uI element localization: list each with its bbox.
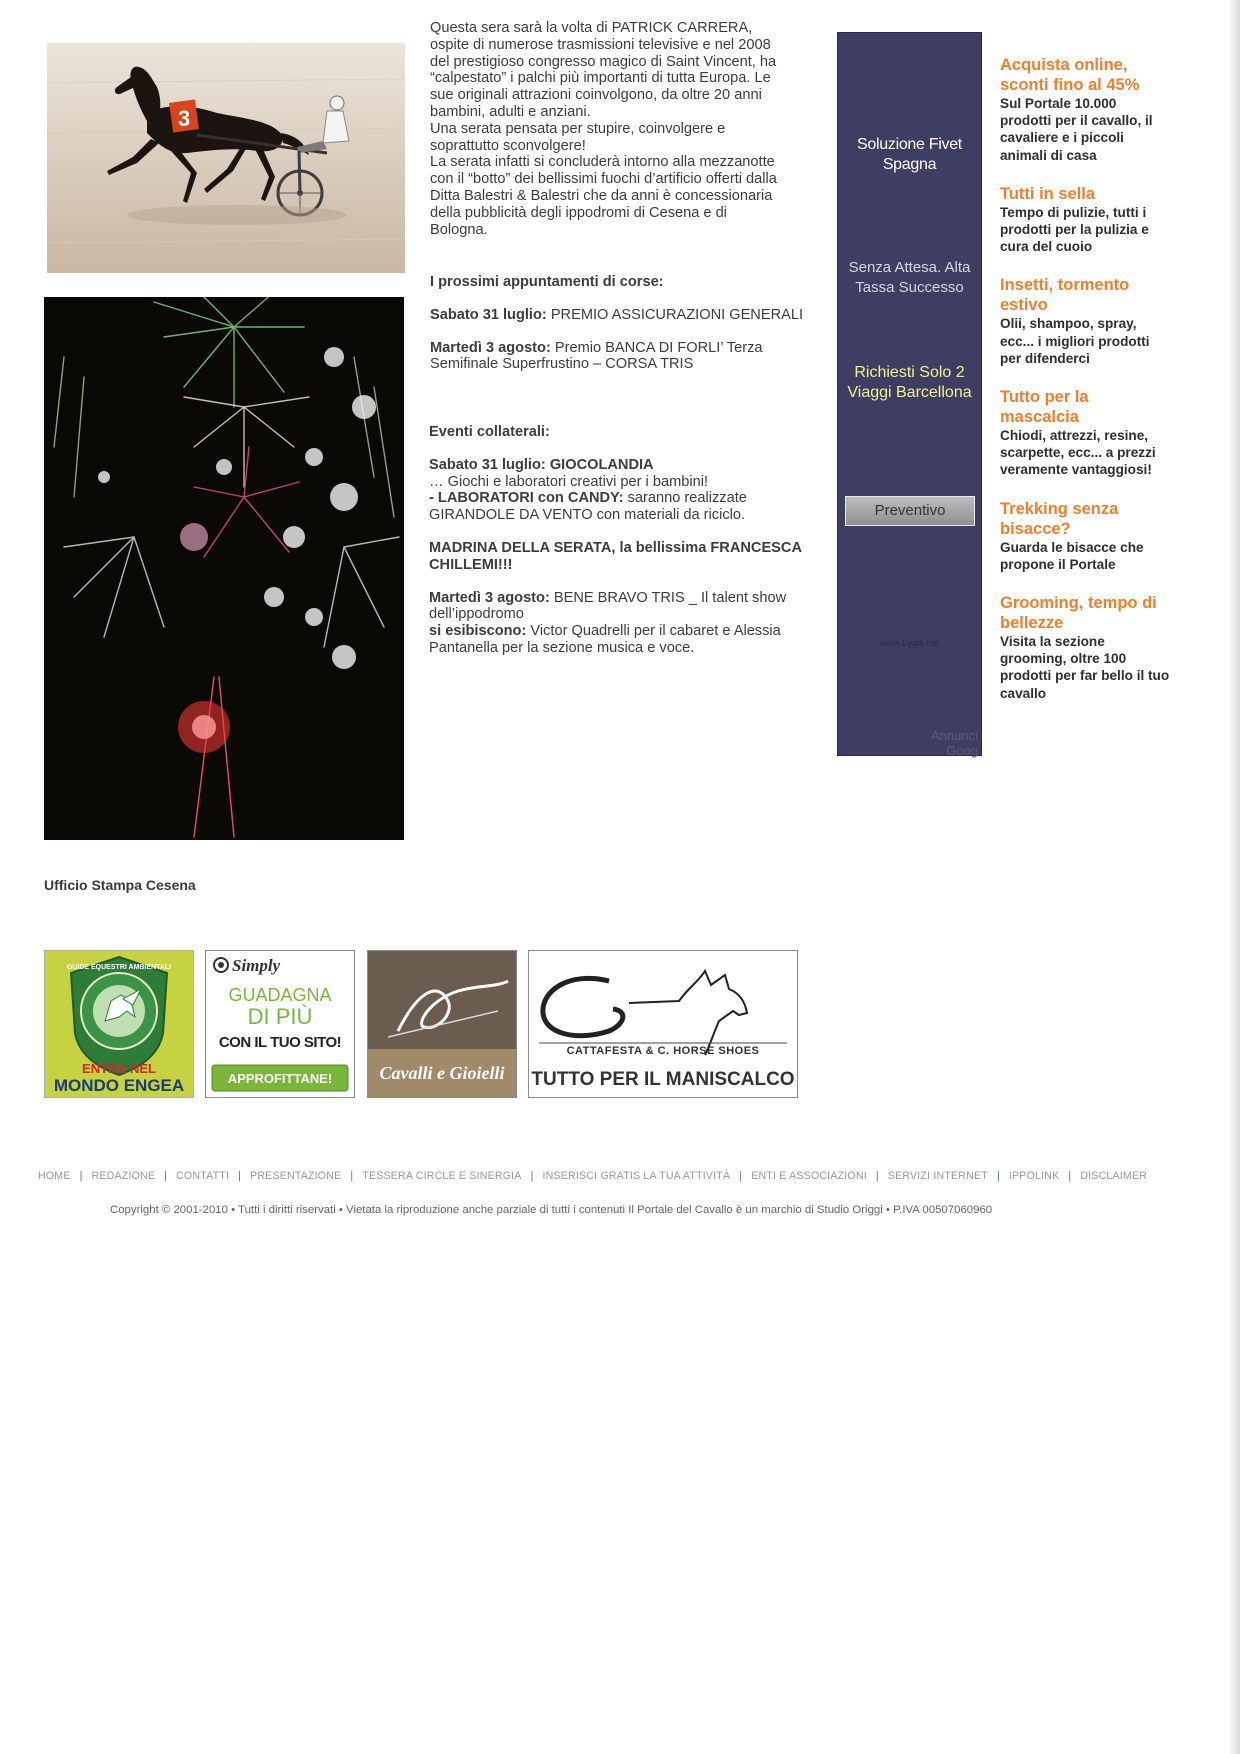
nav-separator: | bbox=[530, 1170, 534, 1182]
footer-link-redazione[interactable]: REDAZIONE bbox=[91, 1170, 156, 1182]
footer-link-enti[interactable]: ENTI E ASSOCIAZIONI bbox=[751, 1170, 867, 1182]
ad-highlight-link[interactable]: Richiesti Solo 2 Viaggi Barcellona bbox=[847, 364, 972, 401]
promo-item[interactable] bbox=[1000, 275, 1170, 367]
footer-link-disclaimer[interactable]: DISCLAIMER bbox=[1080, 1170, 1148, 1182]
race-item bbox=[430, 340, 810, 374]
footer-link-home[interactable]: HOME bbox=[38, 1170, 71, 1182]
simply-logo: Simply bbox=[232, 956, 281, 975]
ad-description: Senza Attesa. Alta Tassa Successo bbox=[848, 259, 971, 296]
event-text: Victor Quadrelli per il cabaret e Alessia Pantanella per la sezione musica e voce. bbox=[429, 623, 781, 656]
article-intro bbox=[430, 20, 810, 238]
promo-title[interactable]: Trekking senza bisacce? bbox=[1000, 499, 1119, 538]
promo-item[interactable] bbox=[1000, 184, 1170, 256]
promo-text: Tempo di pulizie, tutti i prodotti per la pulizia e cura del cuoio bbox=[1000, 204, 1149, 255]
cavalli-gioielli-banner[interactable] bbox=[367, 950, 517, 1098]
nav-separator: | bbox=[996, 1170, 1000, 1182]
promo-column bbox=[1000, 55, 1170, 722]
collateral-events-section bbox=[429, 424, 809, 657]
footer-link-contatti[interactable]: CONTATTI bbox=[176, 1170, 230, 1182]
intro-line: “calpestato” i palchi più importanti di tutta Europa. Le bbox=[430, 70, 771, 87]
madrina-text: MADRINA DELLA SERATA, la bellissima FRANCESCA CHILLEMI!!! bbox=[429, 539, 802, 573]
promo-text: Visita la sezione grooming, oltre 100 prodotti per far bello il tuo cavallo bbox=[1000, 634, 1170, 701]
nav-separator: | bbox=[875, 1170, 879, 1182]
footer-link-tessera[interactable]: TESSERA CIRCLE E SINERGIA bbox=[362, 1170, 522, 1182]
race-date: Martedì 3 agosto: bbox=[430, 339, 551, 356]
event-label: - LABORATORI con CANDY: bbox=[429, 490, 624, 507]
promo-text: Sul Portale 10.000 prodotti per il cavallo, il cavaliere e i piccoli animali di casa bbox=[1000, 96, 1153, 163]
intro-line: soprattutto sconvolgere! bbox=[430, 137, 586, 154]
event-label: si esibiscono: bbox=[429, 623, 527, 640]
intro-line: Questa sera sarà la volta di PATRICK CARRERA, bbox=[430, 20, 753, 36]
footer-link-servizi[interactable]: SERVIZI INTERNET bbox=[887, 1170, 988, 1182]
intro-line: bambini, adulti e anziani. bbox=[430, 103, 591, 120]
footer-link-inserisci[interactable]: INSERISCI GRATIS LA TUA ATTIVITÀ bbox=[542, 1170, 731, 1182]
nav-separator: | bbox=[1068, 1170, 1072, 1182]
intro-line: Bologna. bbox=[430, 221, 488, 238]
press-office-signature: Ufficio Stampa Cesena bbox=[44, 877, 196, 893]
event-line bbox=[429, 590, 809, 624]
nav-separator: | bbox=[739, 1170, 743, 1182]
promo-text: Chiodi, attrezzi, resine, scarpette, ecc... a prezzi veramente vantaggiosi! bbox=[1000, 428, 1156, 478]
cattafesta-brand: CATTAFESTA & C. HORSE SHOES bbox=[566, 1045, 760, 1057]
google-ads-label[interactable]: Annunci Goog bbox=[931, 728, 978, 758]
intro-line: della pubblicità degli ippodromi di Cesena e di bbox=[430, 204, 727, 221]
intro-line: con il “botto” dei bellissimi fuochi d’artificio offerti dalla bbox=[430, 171, 777, 188]
google-ad-block[interactable] bbox=[837, 32, 982, 756]
footer-link-presentazione[interactable]: PRESENTAZIONE bbox=[250, 1170, 342, 1182]
nav-separator: | bbox=[238, 1170, 242, 1182]
promo-title[interactable]: Acquista online, sconti fino al 45% bbox=[1000, 56, 1140, 94]
nav-separator: | bbox=[350, 1170, 354, 1182]
horse-number: 3 bbox=[178, 106, 191, 131]
promo-title[interactable]: Tutti in sella bbox=[1000, 184, 1096, 203]
promo-item[interactable] bbox=[1000, 55, 1170, 164]
trotting-race-photo bbox=[47, 43, 405, 273]
promo-item[interactable] bbox=[1000, 387, 1170, 479]
engea-ring-text: GUIDE EQUESTRI AMBIENTALI bbox=[66, 964, 172, 971]
intro-line: del prestigioso congresso magico di Saint Vincent, ha bbox=[430, 53, 777, 70]
nav-separator: | bbox=[164, 1170, 168, 1182]
preventivo-button[interactable]: Preventivo bbox=[845, 496, 975, 526]
simply-line-2: DI PIÙ bbox=[247, 1004, 313, 1029]
race-item bbox=[430, 307, 810, 324]
promo-text: Olii, shampoo, spray, ecc... i migliori prodotti per difenderci bbox=[1000, 316, 1150, 366]
simply-cta-button[interactable]: APPROFITTANE! bbox=[227, 1071, 333, 1086]
intro-line: Una serata pensata per stupire, coinvolgere e bbox=[430, 120, 726, 137]
event-title: Sabato 31 luglio: GIOCOLANDIA bbox=[429, 456, 654, 473]
event-text: BENE BRAVO TRIS _ Il talent show dell’ippodromo bbox=[429, 589, 787, 623]
promo-item[interactable] bbox=[1000, 499, 1170, 573]
cattafesta-tagline: TUTTO PER IL MANISCALCO bbox=[531, 1069, 795, 1090]
intro-line: Ditta Balestri & Balestri che da anni è concessionaria bbox=[430, 187, 773, 204]
simply-banner[interactable] bbox=[205, 950, 355, 1098]
fireworks-photo bbox=[44, 297, 404, 840]
intro-line: La serata infatti si concluderà intorno alla mezzanotte bbox=[430, 154, 775, 171]
engea-banner[interactable] bbox=[44, 950, 194, 1098]
event-text: saranno realizzate GIRANDOLE DA VENTO con materiali da riciclo. bbox=[429, 490, 747, 524]
next-races-section bbox=[430, 274, 810, 373]
footer-link-ippolink[interactable]: IPPOLINK bbox=[1008, 1170, 1060, 1182]
engea-line-2: MONDO ENGEA bbox=[53, 1076, 185, 1095]
promo-title[interactable]: Insetti, tormento estivo bbox=[1000, 276, 1130, 315]
copyright-notice: Copyright © 2001-2010 • Tutti i diritti riservati • Vietata la riproduzione anche parziale di tutti i contenuti Il Portale del Cavallo è un marchio di Studio Origgi • P.IVA 00507060960 bbox=[110, 1204, 993, 1216]
ad-small-text: iwiwi Eygilt bat bbox=[880, 638, 939, 648]
intro-line: ospite di numerose trasmissioni televisive e nel 2008 bbox=[430, 36, 771, 53]
ad-headline-link[interactable]: Soluzione Fivet Spagna bbox=[857, 136, 962, 173]
race-name: Premio BANCA DI FORLI’ Terza Semifinale Superfrustino – CORSA TRIS bbox=[430, 339, 763, 373]
race-name: PREMIO ASSICURAZIONI GENERALI bbox=[546, 306, 804, 323]
next-races-heading: I prossimi appuntamenti di corse: bbox=[430, 274, 664, 290]
promo-title[interactable]: Tutto per la mascalcia bbox=[1000, 388, 1089, 427]
simply-line-3: CON IL TUO SITO! bbox=[218, 1034, 342, 1051]
event-line bbox=[429, 623, 809, 657]
footer-navigation bbox=[38, 1170, 1198, 1182]
nav-separator: | bbox=[79, 1170, 83, 1182]
cattafesta-horse-shoes-banner[interactable] bbox=[528, 950, 798, 1098]
event-date: Martedì 3 agosto: bbox=[429, 589, 550, 606]
scan-edge-shadow bbox=[1228, 0, 1240, 1754]
promo-title[interactable]: Grooming, tempo di bellezze bbox=[1000, 594, 1157, 633]
event-line: … Giochi e laboratori creativi per i bambini! bbox=[429, 473, 709, 490]
engea-line-1: ENTRA NEL bbox=[82, 1061, 156, 1076]
cavalli-text: Cavalli e Gioielli bbox=[379, 1063, 505, 1083]
intro-line: sue originali attrazioni coinvolgono, da oltre 20 anni bbox=[430, 87, 762, 104]
promo-item[interactable] bbox=[1000, 593, 1170, 702]
simply-line-1: GUADAGNA bbox=[228, 985, 332, 1005]
race-date: Sabato 31 luglio: bbox=[430, 306, 547, 323]
event-line bbox=[429, 490, 809, 524]
promo-text: Guarda le bisacce che propone il Portale bbox=[1000, 539, 1144, 572]
collateral-heading: Eventi collaterali: bbox=[429, 424, 550, 440]
